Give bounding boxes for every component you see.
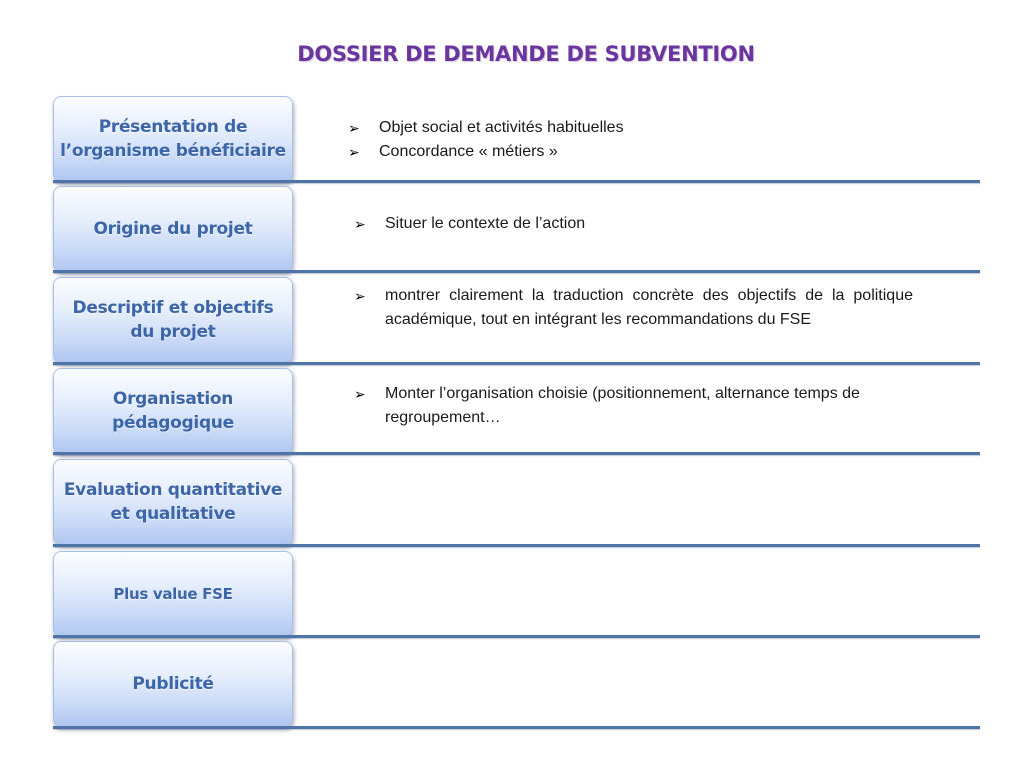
section-box-evaluation (53, 459, 293, 545)
section-label: Plus value FSE (113, 585, 233, 603)
section-divider (53, 180, 980, 183)
section-divider (53, 726, 980, 729)
section-label: Evaluation quantitative et qualitative (63, 480, 283, 524)
section-box-presentation (53, 96, 293, 182)
arrow-bullet-icon: ➢ (348, 120, 360, 136)
arrow-bullet-icon: ➢ (354, 386, 366, 402)
arrow-bullet-icon: ➢ (354, 288, 366, 304)
section-divider (53, 270, 980, 273)
bullet-item: ➢ Situer le contexte de l’action (354, 212, 914, 236)
section-box-organisation (53, 368, 293, 454)
bullet-list-presentation (348, 116, 908, 164)
section-divider (53, 452, 980, 455)
bullet-item: ➢ Objet social et activités habituelles (348, 116, 908, 140)
bullet-item: ➢ Monter l’organisation choisie (positionnement, alternance temps de regroupement… (354, 382, 869, 430)
section-label: Organisation pédagogique (112, 389, 234, 433)
arrow-bullet-icon: ➢ (354, 216, 366, 232)
section-label: Présentation de l’organisme bénéficiaire (60, 117, 286, 161)
bullet-list-descriptif (354, 284, 913, 332)
arrow-bullet-icon: ➢ (348, 144, 360, 160)
bullet-item: ➢ Concordance « métiers » (348, 140, 908, 164)
section-divider (53, 544, 980, 547)
bullet-item: ➢ montrer clairement la traduction concrète des objectifs de la politique académique, tout en intégrant les recommandations du FSE (354, 284, 913, 332)
page-title: DOSSIER DE DEMANDE DE SUBVENTION (297, 42, 755, 66)
section-label: Descriptif et objectifs du projet (72, 298, 274, 342)
section-box-publicite (53, 641, 293, 727)
section-divider (53, 362, 980, 365)
bullet-list-origine (354, 212, 914, 236)
section-divider (53, 635, 980, 638)
section-box-plus-value (53, 551, 293, 637)
section-label: Origine du projet (93, 219, 253, 239)
section-box-origine (53, 186, 293, 272)
bullet-list-organisation (354, 382, 869, 430)
section-label: Publicité (132, 674, 214, 694)
section-box-descriptif (53, 277, 293, 363)
